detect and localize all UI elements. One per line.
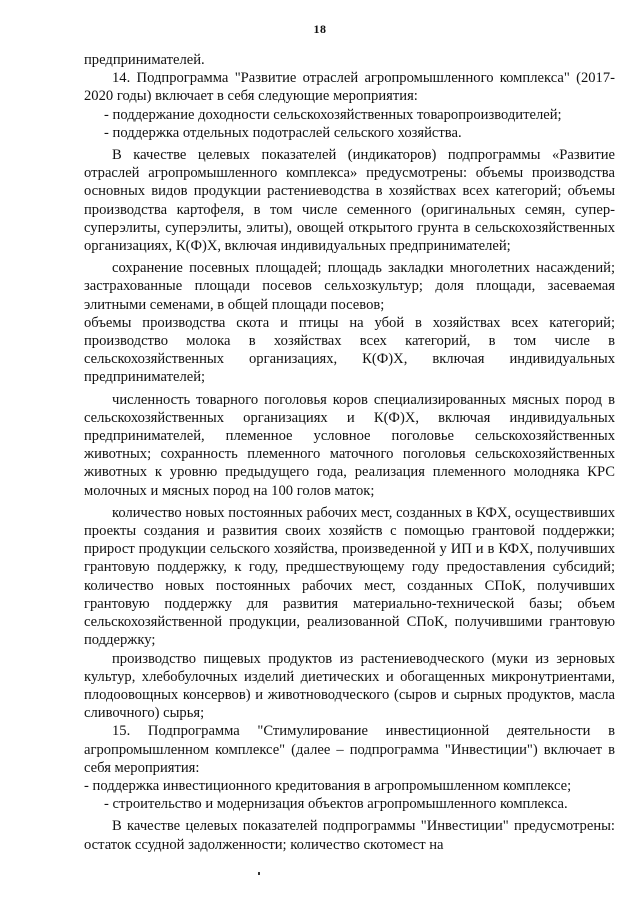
paragraph-new-jobs: количество новых постоянных рабочих мест, созданных в КФХ, осуществивших проекты создания и развития своих хозяйств с помощью грантовой поддержки; прирост продукции сельского хозяйства, произведенной у ИП и в КФХ, получивших грантовую поддержку, к году, предшествующему году предоставления субсидий; количество новых постоянных рабочих мест, созданных СПоК, получивших грантовую поддержку для развития материально-технической базы; объем сельскохозяйственной продукции, реализованной СПоК, получившими грантовую поддержку;: [84, 504, 615, 649]
list-item-subsector-support: - поддержка отдельных подотраслей сельского хозяйства.: [104, 124, 462, 141]
paragraph-target-indicators: В качестве целевых показателей (индикаторов) подпрограммы «Развитие отраслей агропромышленного комплекса» предусмотрены: объемы производства основных видов продукции растениеводства в хозяйствах всех категорий; объемы производства картофеля, в том числе семенного (оригинальных семян, супер-суперэлиты, суперэлиты, элиты), овощей открытого грунта в сельскохозяйственных организациях, К(Ф)Х, включая индивидуальных предпринимателей;: [84, 147, 615, 255]
paragraph-subprogram-15: 15. Подпрограмма "Стимулирование инвестиционной деятельности в агропромышленном комплексе" (далее – подпрограмма "Инвестиции") включает в себя мероприятия:: [84, 723, 615, 776]
paragraph-food-production: производство пищевых продуктов из растениеводческого (муки из зерновых культур, хлебобулочных изделий диетических и обогащенных микронутриентами, плодоовощных консервов) и животноводческого (сыров и сырных продуктов, масла сливочного) сырья;: [84, 650, 615, 722]
document-body: [84, 51, 615, 854]
paragraph-livestock-production: объемы производства скота и птицы на убой в хозяйствах всех категорий; производство молока в хозяйствах всех категорий, в том числе в сельскохозяйственных организациях, К(Ф)Х, включая индивидуальных предпринимателей;: [84, 314, 615, 386]
list-item-construction: - строительство и модернизация объектов агропромышленного комплекса.: [104, 796, 568, 813]
paragraph-investment-indicators: В качестве целевых показателей подпрограммы "Инвестиции" предусмотрены: остаток ссудной задолженности; количество скотомест на: [84, 818, 615, 853]
paragraph-subprogram-14: 14. Подпрограмма "Развитие отраслей агропромышленного комплекса" (2017-2020 годы) включает в себя следующие мероприятия:: [84, 70, 615, 105]
paragraph-continuation: предпринимателей.: [84, 52, 205, 68]
paragraph-cattle-numbers: численность товарного поголовья коров специализированных мясных пород в сельскохозяйственных организациях и К(Ф)Х, включая индивидуальных предпринимателей, племенное условное поголовье сельскохозяйственных животных; сохранность племенного маточного поголовья сельскохозяйственных животных к уровню предыдущего года, реализация племенного молодняка КРС молочных и мясных пород на 100 голов маток;: [84, 391, 615, 499]
paragraph-sown-areas: сохранение посевных площадей; площадь закладки многолетних насаждений; застрахованные площади посевов сельхозкультур; доля площади, засеваемая элитными семенами, в общей площади посевов;: [84, 260, 615, 313]
list-item-investment-lending: - поддержка инвестиционного кредитования в агропромышленном комплексе;: [84, 777, 572, 794]
scan-speck: [258, 872, 260, 875]
page-number: 18: [313, 22, 327, 36]
list-item-income-support: - поддержание доходности сельскохозяйственных товаропроизводителей;: [104, 106, 562, 123]
